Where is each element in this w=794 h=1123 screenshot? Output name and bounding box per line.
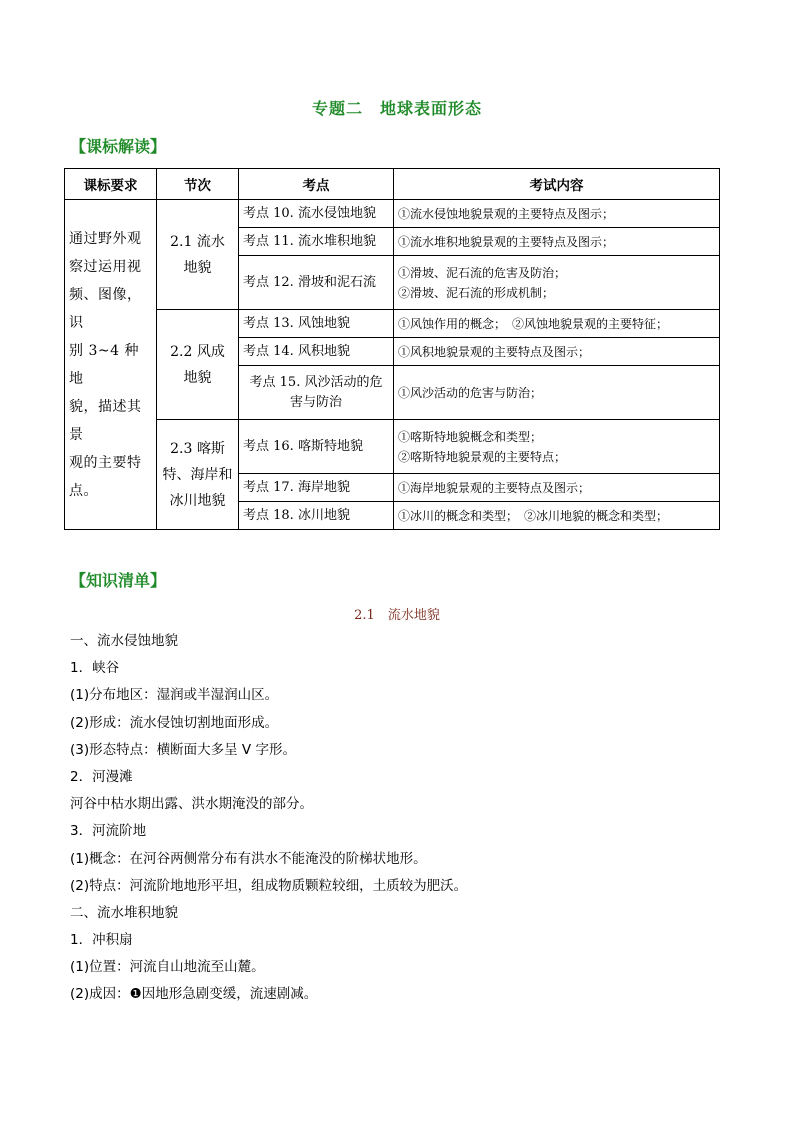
point-cell: 考点 14. 风积地貌 <box>239 338 394 366</box>
point-cell: 考点 18. 冰川地貌 <box>239 502 394 530</box>
content-cell <box>394 366 720 420</box>
table-row <box>65 420 720 474</box>
body-line: (1)分布地区：湿润或半湿润山区。 <box>70 687 279 704</box>
content-line: ①流水堆积地貌景观的主要特点及图示； <box>398 234 615 249</box>
table-row <box>65 310 720 338</box>
section-cell <box>157 200 239 310</box>
body-line: (2)形成：流水侵蚀切割地面形成。 <box>70 714 279 731</box>
point-cell: 考点 13. 风蚀地貌 <box>239 310 394 338</box>
body-line: (3)形态特点：横断面大多呈 V 字形。 <box>70 741 296 758</box>
subsection-title: 2.1 流水地貌 <box>354 608 440 623</box>
section-cell <box>157 420 239 530</box>
body-line: 1．冲积扇 <box>70 932 133 949</box>
requirement-line: 频、图像，识 <box>69 286 142 331</box>
requirement-line: 观的主要特 <box>69 454 142 471</box>
content-line: ①流水侵蚀地貌景观的主要特点及图示； <box>398 206 615 221</box>
requirement-line: 别 3~4 种地 <box>69 342 139 387</box>
point-cell: 考点 12. 滑坡和泥石流 <box>239 256 394 310</box>
requirement-cell <box>65 200 157 530</box>
section-line: 地貌 <box>183 369 212 386</box>
body-line: 2．河漫滩 <box>70 768 133 785</box>
header-cell: 考试内容 <box>394 169 720 200</box>
section-line: 特、海岸和 <box>162 466 233 483</box>
section-heading-knowledge: 【知识清单】 <box>70 571 167 590</box>
body-line: (2)成因：❶因地形急剧变缓，流速剧减。 <box>70 986 318 1003</box>
body-line: (2)特点：河流阶地地形平坦，组成物质颗粒较细，土质较为肥沃。 <box>70 877 468 894</box>
content-cell <box>394 420 720 474</box>
requirement-line: 貌，描述其景 <box>69 398 142 443</box>
point-cell: 考点 10. 流水侵蚀地貌 <box>239 200 394 228</box>
section-line: 2.1 流水 <box>170 233 225 250</box>
header-cell: 节次 <box>157 169 239 200</box>
point-cell: 考点 11. 流水堆积地貌 <box>239 228 394 256</box>
point-cell: 考点 16. 喀斯特地貌 <box>239 420 394 474</box>
content-line: ①滑坡、泥石流的危害及防治； <box>398 265 567 280</box>
table-row <box>65 200 720 228</box>
content-cell <box>394 474 720 502</box>
page-title: 专题二 地球表面形态 <box>311 99 482 118</box>
section-line: 2.3 喀斯 <box>170 440 225 457</box>
point-cell: 考点 17. 海岸地貌 <box>239 474 394 502</box>
content-cell <box>394 338 720 366</box>
section-line: 2.2 风成 <box>170 343 225 360</box>
content-line: ①喀斯特地貌概念和类型； <box>398 429 543 444</box>
content-line: ②滑坡、泥石流的形成机制； <box>398 285 555 300</box>
body-line: 一、流水侵蚀地貌 <box>70 633 178 649</box>
requirement-line: 点。 <box>69 482 98 499</box>
point-cell: 考点 15. 风沙活动的危 害与防治 <box>239 366 394 420</box>
content-cell <box>394 200 720 228</box>
content-line: ②喀斯特地貌景观的主要特点； <box>398 449 567 464</box>
header-cell: 考点 <box>239 169 394 200</box>
body-line: 二、流水堆积地貌 <box>70 904 178 921</box>
content-line: ①风蚀作用的概念； ②风蚀地貌景观的主要特征； <box>398 316 669 331</box>
section-heading-curriculum: 【课标解读】 <box>70 137 167 156</box>
curriculum-table <box>64 168 720 530</box>
requirement-line: 通过野外观 <box>69 230 142 247</box>
section-line: 冰川地貌 <box>169 492 226 509</box>
section-line: 地貌 <box>183 259 212 276</box>
body-line: 1．峡谷 <box>70 660 120 677</box>
content-cell <box>394 228 720 256</box>
content-cell <box>394 310 720 338</box>
content-line: ①冰川的概念和类型； ②冰川地貌的概念和类型； <box>398 508 669 523</box>
content-cell <box>394 502 720 530</box>
knowledge-body <box>70 628 720 1009</box>
content-line: ①风积地貌景观的主要特点及图示； <box>398 344 591 359</box>
table-header-row <box>65 169 720 200</box>
header-cell: 课标要求 <box>65 169 157 200</box>
body-line: 3．河流阶地 <box>70 823 147 840</box>
body-line: (1)概念：在河谷两侧常分布有洪水不能淹没的阶梯状地形。 <box>70 850 427 867</box>
section-cell <box>157 310 239 420</box>
body-line: 河谷中枯水期出露、洪水期淹没的部分。 <box>70 796 313 813</box>
body-line: (1)位置：河流自山地流至山麓。 <box>70 959 265 976</box>
content-line: ①风沙活动的危害与防治； <box>398 385 543 400</box>
requirement-line: 察过运用视 <box>69 258 142 275</box>
content-cell <box>394 256 720 310</box>
content-line: ①海岸地貌景观的主要特点及图示； <box>398 480 591 495</box>
